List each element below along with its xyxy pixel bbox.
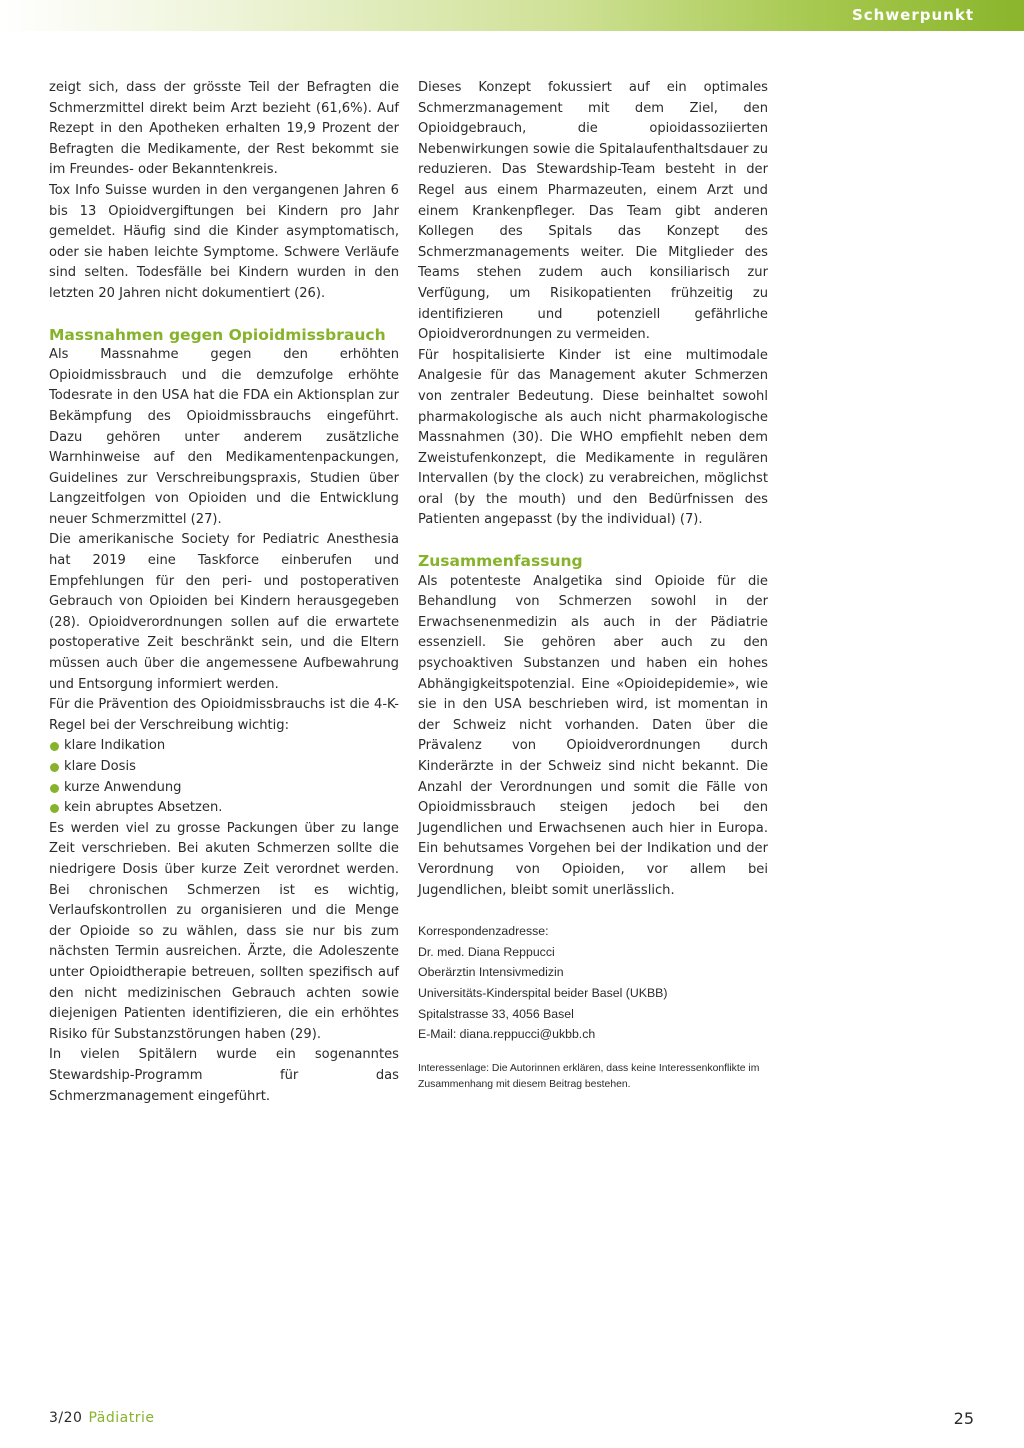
bullet-icon <box>50 763 59 772</box>
list-item-text: kurze Anwendung <box>64 779 182 795</box>
bullet-icon <box>50 804 59 813</box>
bullet-icon <box>50 784 59 793</box>
list-item <box>49 798 399 819</box>
header-bar <box>0 0 1024 31</box>
magazine-name: Pädiatrie <box>88 1410 155 1426</box>
paragraph: Als Massnahme gegen den erhöhten Opioidmissbrauch und die demzufolge erhöhte Todesrate in den USA hat die FDA ein Aktionsplan zur Bekämpfung des Opioidmissbrauchs eingeführt. Dazu gehören unter anderem zusätzliche Warnhinweise auf den Medikamentenpackungen, Guidelines zur Verschreibungspraxis, Studien über Langzeitfolgen von Opioiden und die Entwicklung neuer Schmerzmittel (27). <box>49 347 399 527</box>
interest-statement: Interessenlage: Die Autorinnen erklären, dass keine Interessenkonflikte im Zusammenhang mit diesem Beitrag bestehen. <box>418 1062 760 1090</box>
bullet-icon <box>50 742 59 751</box>
list-item-text: klare Indikation <box>64 738 166 754</box>
paragraph: Tox Info Suisse wurden in den vergangenen Jahren 6 bis 13 Opioidvergiftungen bei Kindern pro Jahr gemeldet. Häufig sind die Kinder asymptomatisch, oder sie haben leichte Symptome. Schwere Verläufe sind selten. Todesfälle bei Kindern wurden in den letzten 20 Jahren nicht dokumentiert (26). <box>49 182 399 301</box>
page-number: 25 <box>953 1409 974 1428</box>
correspondence-block <box>418 921 768 1045</box>
paragraph: In vielen Spitälern wurde ein sogenanntes Stewardship-Programm für das Schmerzmanagement eingeführt. <box>49 1047 399 1104</box>
correspondence-address: Spitalstrasse 33, 4056 Basel <box>418 1006 574 1021</box>
section-title: Schwerpunkt <box>851 6 974 24</box>
paragraph: Für hospitalisierte Kinder ist eine multimodale Analgesie für das Management akuter Schmerzen von zentraler Bedeutung. Diese beinhaltet sowohl pharmakologische als auch nicht pharmakologische Massnahmen (30). Die WHO empfiehlt neben dem Zweistufenkonzept, die Medikamente in regulären Intervallen (by the clock) zu verabreichen, möglichst oral (by the mouth) und den Bedürfnissen des Patienten angepasst (by the individual) (7). <box>418 347 768 528</box>
paragraph: Es werden viel zu grosse Packungen über zu lange Zeit verschrieben. Bei akuten Schmerzen sollte die niedrigere Dosis über kurze Zeit verordnet werden. Bei chronischen Schmerzen ist es wichtig, Verlaufskontrollen zu organisieren und die Menge der Opioide so zu wählen, dass sie nur bis zum nächsten Termin ausreichen. Ärzte, die Adoleszente unter Opioidtherapie betreuen, sollten spezifisch auf den nicht medizinischen Gebrauch achten sowie diejenigen Patienten identifizieren, die ein erhöhtes Risiko für Substanzstörungen haben (29). <box>49 820 399 1042</box>
paragraph: Als potenteste Analgetika sind Opioide für die Behandlung von Schmerzen sowohl in der Erwachsenenmedizin als auch in der Pädiatrie essenziell. Sie gehören aber auch zu den psychoaktiven Substanzen und haben ein hohes Abhängigkeitspotenzial. Eine «Opioidepidemie», wie sie in den USA beschrieben wird, ist momentan in der Schweiz nicht vorhanden. Daten über die Prävalenz von Opioidverordnungen durch Kinderärzte in der Schweiz sind nicht bekannt. Die Anzahl der Verordnungen und somit die Fälle von Opioidmissbrauch steigen jedoch bei den Jugendlichen und Erwachsenen auch hier in Europa. Ein behutsames Vorgehen bei der Indikation und der Verordnung von Opioiden, vor allem bei Jugendlichen, bleibt somit unerlässlich. <box>418 573 768 898</box>
correspondence-role: Oberärztin Intensivmedizin <box>418 965 564 980</box>
correspondence-email: E-Mail: diana.reppucci@ukbb.ch <box>418 1027 596 1042</box>
section-heading-zusammenfassung: Zusammenfassung <box>418 552 583 571</box>
footer-issue <box>49 1410 154 1426</box>
left-column <box>49 78 399 1107</box>
list-item <box>49 736 399 757</box>
paragraph: Die amerikanische Society for Pediatric Anesthesia hat 2019 eine Taskforce einberufen und Empfehlungen für den peri- und postoperativen Gebrauch von Opioiden bei Kindern herausgegeben (28). Opioidverordnungen sollen auf die erwartete postoperative Zeit beschränkt sein, und die Eltern müssen auch über die angemessene Aufbewahrung und Entsorgung informiert werden. <box>49 532 399 692</box>
list-item <box>49 778 399 799</box>
list-item-text: klare Dosis <box>64 759 136 774</box>
correspondence-institution: Universitäts-Kinderspital beider Basel (UKBB) <box>418 985 668 1000</box>
list-item <box>49 757 399 778</box>
paragraph: zeigt sich, dass der grösste Teil der Befragten die Schmerzmittel direkt beim Arzt bezieht (61,6%). Auf Rezept in den Apotheken erhalten 19,9 Prozent der Befragten die Medikamente, der Rest bekommt sie im Freundes- oder Bekanntenkreis. <box>49 80 399 178</box>
section-heading-massnahmen: Massnahmen gegen Opioidmissbrauch <box>49 325 386 344</box>
issue-number: 3/20 <box>49 1410 83 1426</box>
right-column <box>418 78 768 1093</box>
correspondence-label: Korrespondenzadresse: <box>418 924 549 939</box>
list-item-text: kein abruptes Absetzen. <box>64 800 223 816</box>
correspondence-name: Dr. med. Diana Reppucci <box>418 944 555 959</box>
paragraph: Für die Prävention des Opioidmissbrauchs ist die 4-K-Regel bei der Verschreibung wichtig: <box>49 697 399 733</box>
bullet-list <box>49 736 399 818</box>
paragraph: Dieses Konzept fokussiert auf ein optimales Schmerzmanagement mit dem Ziel, den Opioidgebrauch, die opioidassoziierten Nebenwirkungen sowie die Spitalaufenthaltsdauer zu reduzieren. Das Stewardship-Team besteht in der Regel aus einem Pharmazeuten, einem Arzt und einem Krankenpfleger. Das Team gibt anderen Kollegen des Spitals das Konzept des Schmerzmanagements weiter. Die Mitglieder des Teams stehen zudem auch konsiliarisch zur Verfügung, um Risikopatienten frühzeitig zu identifizieren und potenziell gefährliche Opioidverordnungen zu vermeiden. <box>418 80 768 343</box>
